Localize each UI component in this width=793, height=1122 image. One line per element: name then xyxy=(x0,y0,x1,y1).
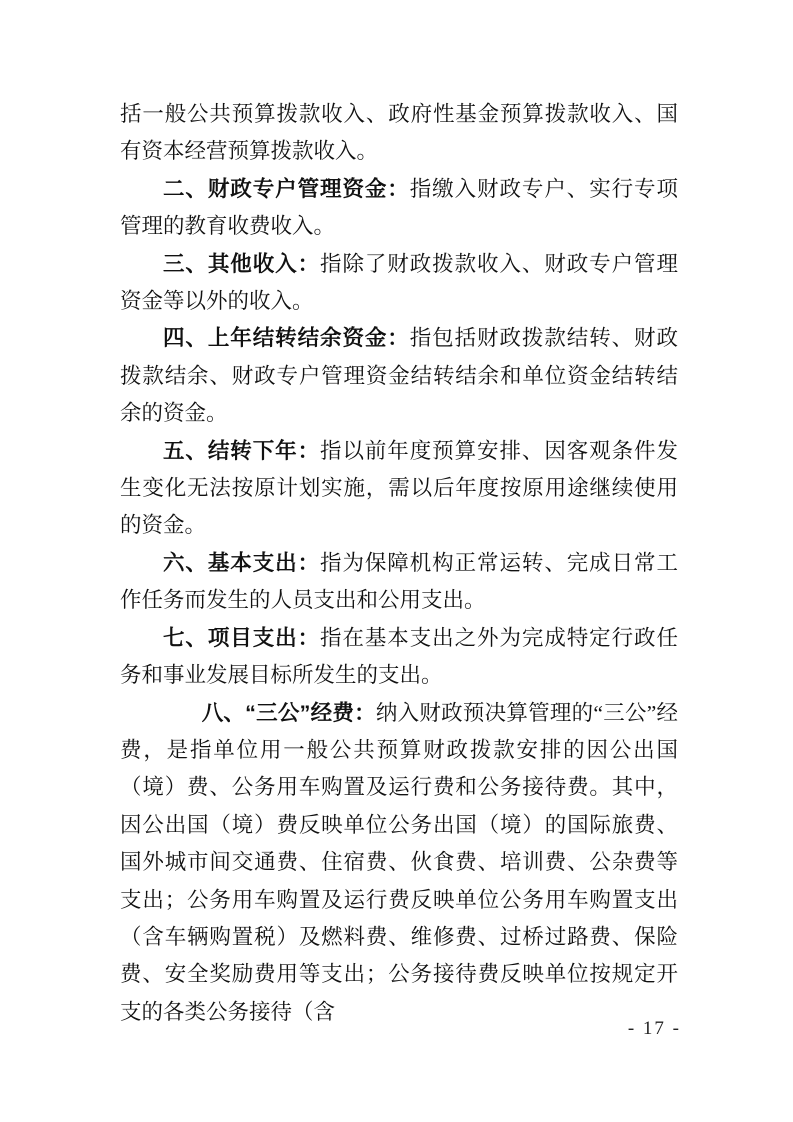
term-definition: 指缴入财政专户、实行专项管理的教育收费收入。 xyxy=(120,176,678,239)
paragraph-term-6 xyxy=(120,545,678,620)
paragraph-term-2 xyxy=(120,171,678,246)
paragraph-term-8 xyxy=(120,695,678,1032)
term-heading: 二、财政专户管理资金： xyxy=(163,176,410,201)
paragraph-term-7 xyxy=(120,620,678,695)
paragraph-term-5 xyxy=(120,433,678,545)
term-heading: 三、其他收入： xyxy=(163,251,321,276)
term-definition: 指在基本支出之外为完成特定行政任务和事业发展目标所发生的支出。 xyxy=(120,625,678,688)
term-heading: 四、上年结转结余资金： xyxy=(163,326,410,351)
term-definition: 指为保障机构正常运转、完成日常工作任务而发生的人员支出和公用支出。 xyxy=(120,550,678,613)
document-body xyxy=(120,96,678,1031)
term-definition: 指除了财政拨款收入、财政专户管理资金等以外的收入。 xyxy=(120,251,678,314)
term-heading: 七、项目支出： xyxy=(163,625,321,650)
term-heading: 八、“三公”经费： xyxy=(201,700,376,725)
term-definition: 指包括财政拨款结转、财政拨款结余、财政专户管理资金结转结余和单位资金结转结余的资金。 xyxy=(120,326,678,426)
paragraph-continuation xyxy=(120,96,678,171)
paragraph-term-4 xyxy=(120,320,678,432)
term-definition: 括一般公共预算拨款收入、政府性基金预算拨款收入、国有资本经营预算拨款收入。 xyxy=(120,102,678,164)
page-number: - 17 - xyxy=(627,1018,681,1039)
term-heading: 五、结转下年： xyxy=(163,438,321,463)
term-heading: 六、基本支出： xyxy=(163,550,321,575)
term-definition: 指以前年度预算安排、因客观条件发生变化无法按原计划实施，需以后年度按原用途继续使用的资金。 xyxy=(120,438,678,538)
paragraph-term-3 xyxy=(120,246,678,321)
term-definition: 纳入财政预决算管理的“三公”经费，是指单位用一般公共预算财政拨款安排的因公出国（境）费、公务用车购置及运行费和公务接待费。其中，因公出国（境）费反映单位公务出国（境）的国际旅费、国外城市间交通费、住宿费、伙食费、培训费、公杂费等支出；公务用车购置及运行费反映单位公务用车购置支出（含车辆购置税）及燃料费、维修费、过桥过路费、保险费、安全奖励费用等支出；公务接待费反映单位按规定开支的各类公务接待（含 xyxy=(120,700,678,1024)
